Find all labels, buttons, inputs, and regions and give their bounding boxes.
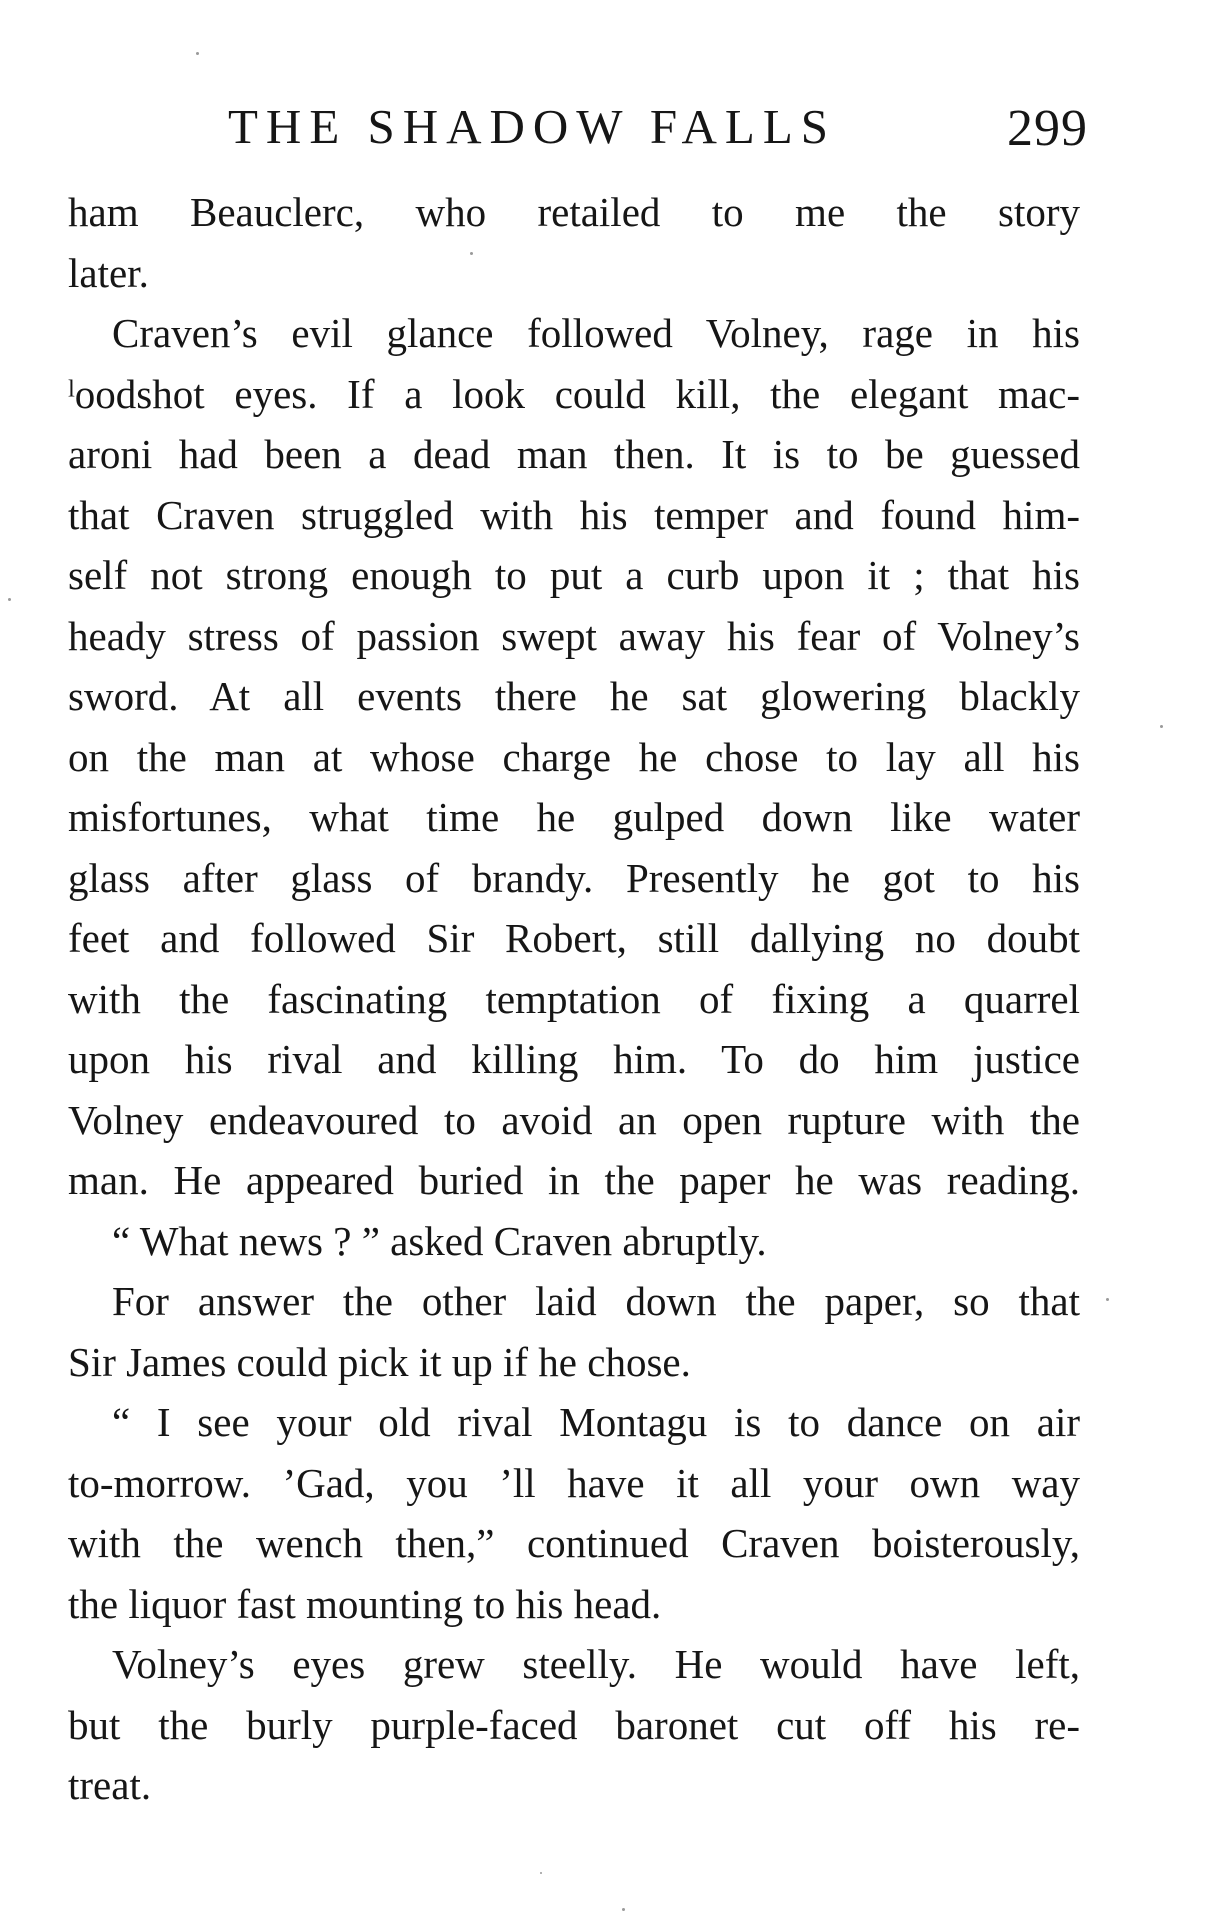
- text-line: but the burly purple-faced baronet cut off his re-: [68, 1701, 1080, 1748]
- text-line: Craven’s evil glance followed Volney, rage in his: [112, 310, 1080, 356]
- text-line: Sir James could pick it up if he chose.: [68, 1338, 691, 1385]
- text-line: aroni had been a dead man then. It is to be guessed: [68, 431, 1080, 477]
- text-line: Volney’s eyes grew steelly. He would have left,: [112, 1641, 1080, 1687]
- body-text: [68, 182, 1080, 1816]
- text-line: later.: [68, 249, 149, 296]
- text-line: ham Beauclerc, who retailed to me the story: [68, 189, 1080, 235]
- text-line: man. He appeared buried in the paper he was reading.: [68, 1157, 1080, 1203]
- paper-speck: [622, 1908, 625, 1911]
- text-line: For answer the other laid down the paper, so that: [112, 1278, 1080, 1324]
- page-number: 299: [1007, 100, 1088, 157]
- text-line: the liquor fast mounting to his head.: [68, 1580, 662, 1627]
- paper-speck: [1106, 1298, 1109, 1301]
- text-line: Volney endeavoured to avoid an open rupture with the: [68, 1096, 1080, 1143]
- paper-speck: [8, 598, 11, 601]
- paper-speck: [1160, 725, 1163, 728]
- text-line: to-morrow. ’Gad, you ’ll have it all your own way: [68, 1459, 1080, 1506]
- paper-speck: [470, 252, 473, 255]
- text-line: that Craven struggled with his temper and found him-: [68, 491, 1080, 538]
- text-line: glass after glass of brandy. Presently he got to his: [68, 854, 1080, 901]
- running-header: [68, 92, 1088, 162]
- paper-speck: [196, 52, 199, 55]
- text-line: feet and followed Sir Robert, still dallying no doubt: [68, 915, 1080, 961]
- text-line: misfortunes, what time he gulped down like water: [68, 794, 1080, 840]
- text-line: on the man at whose charge he chose to lay all his: [68, 733, 1080, 780]
- text-line: “ I see your old rival Montagu is to dance on air: [112, 1399, 1080, 1445]
- text-line: sword. At all events there he sat glowering blackly: [68, 673, 1080, 719]
- text-line: “ What news ? ” asked Craven abruptly.: [112, 1217, 767, 1264]
- text-line: upon his rival and killing him. To do him justice: [68, 1036, 1080, 1082]
- text-line: with the fascinating temptation of fixing a quarrel: [68, 975, 1080, 1022]
- text-line: self not strong enough to put a curb upon it ; that his: [68, 552, 1080, 598]
- paper-speck: [540, 1872, 542, 1874]
- text-line: with the wench then,” continued Craven boisterously,: [68, 1520, 1080, 1566]
- text-line: treat.: [68, 1762, 152, 1808]
- text-line: heady stress of passion swept away his fear of Volney’s: [68, 612, 1080, 659]
- chapter-title: THE SHADOW FALLS: [228, 99, 837, 154]
- text-line: ˡoodshot eyes. If a look could kill, the elegant mac-: [68, 370, 1080, 417]
